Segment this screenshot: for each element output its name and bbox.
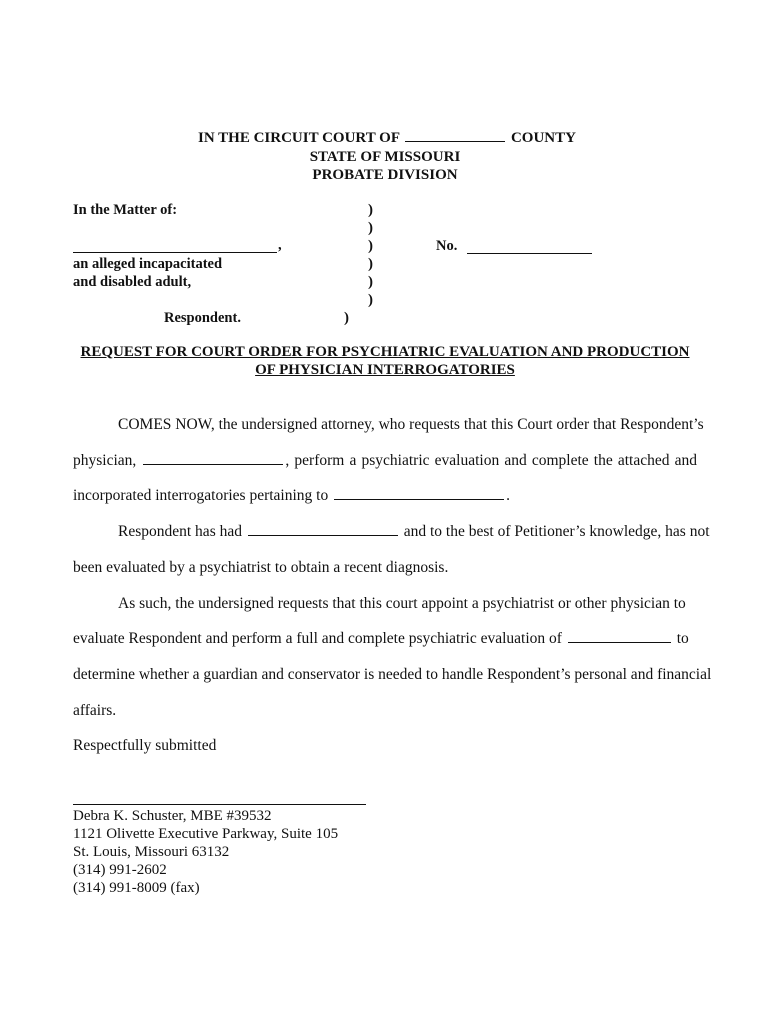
evaluation-to: to xyxy=(676,630,689,647)
physician-name-blank[interactable] xyxy=(143,463,283,465)
county-label: COUNTY xyxy=(510,130,576,146)
caption-paren-7: ) xyxy=(344,310,349,326)
document-title-line2: OF PHYSICIAN INTERROGATORIES xyxy=(255,362,515,378)
interrogatories-period: . xyxy=(506,487,510,504)
paragraph-1-line2 xyxy=(73,452,697,470)
attorney-phone: (314) 991-2602 xyxy=(73,862,167,878)
interrogatories-label: incorporated interrogatories pertaining to xyxy=(73,487,329,504)
caption-alleged: an alleged incapacitated xyxy=(73,256,223,272)
paragraph-3-line4: affairs. xyxy=(73,702,117,719)
paragraph-3-line3: determine whether a guardian and conservator is needed to handle Respondent’s personal and financial xyxy=(73,666,712,683)
case-number-label: No. xyxy=(436,238,458,254)
court-header-line1 xyxy=(198,130,576,147)
caption-paren-2: ) xyxy=(368,220,373,236)
court-name-prefix: IN THE CIRCUIT COURT OF xyxy=(198,130,400,146)
physician-label: physician, xyxy=(73,452,137,469)
county-blank[interactable] xyxy=(405,140,505,142)
caption-comma: , xyxy=(278,237,282,253)
paragraph-2-line1 xyxy=(118,523,710,541)
caption-respondent: Respondent. xyxy=(164,310,241,326)
closing-text: Respectfully submitted xyxy=(73,737,217,754)
paragraph-2-line2: been evaluated by a psychiatrist to obtain a recent diagnosis. xyxy=(73,559,449,576)
paragraph-3-line2 xyxy=(73,630,689,648)
respondent-has-had-label: Respondent has had xyxy=(118,523,242,540)
court-header-division: PROBATE DIVISION xyxy=(312,167,458,183)
attorney-fax: (314) 991-8009 (fax) xyxy=(73,880,200,896)
case-number-blank[interactable] xyxy=(467,253,592,254)
caption-paren-1: ) xyxy=(368,202,373,218)
respondent-has-had-rest: and to the best of Petitioner’s knowledge, has not xyxy=(403,523,710,540)
court-header-state: STATE OF MISSOURI xyxy=(309,149,461,165)
paragraph-1-line1: COMES NOW, the undersigned attorney, who requests that this Court order that Respondent’s xyxy=(118,416,704,433)
paragraph-1-line3 xyxy=(73,487,510,505)
attorney-address-line1: 1121 Olivette Executive Parkway, Suite 105 xyxy=(73,826,339,842)
attorney-name: Debra K. Schuster, MBE #39532 xyxy=(73,808,272,824)
interrogatories-subject-blank[interactable] xyxy=(334,498,504,500)
condition-blank[interactable] xyxy=(248,534,398,536)
caption-paren-3: ) xyxy=(368,238,373,254)
paragraph-3-line1: As such, the undersigned requests that this court appoint a psychiatrist or other physician to xyxy=(118,595,686,612)
evaluation-label: evaluate Respondent and perform a full and complete psychiatric evaluation of xyxy=(73,630,562,647)
caption-paren-5: ) xyxy=(368,274,373,290)
caption-paren-6: ) xyxy=(368,292,373,308)
attorney-address-line2: St. Louis, Missouri 63132 xyxy=(73,844,230,860)
caption-paren-4: ) xyxy=(368,256,373,272)
respondent-name-blank[interactable] xyxy=(73,252,277,253)
document-title-line1: REQUEST FOR COURT ORDER FOR PSYCHIATRIC EVALUATION AND PRODUCTION xyxy=(80,344,690,360)
caption-matter: In the Matter of: xyxy=(73,202,178,218)
evaluation-subject-blank[interactable] xyxy=(568,641,671,643)
signature-line[interactable] xyxy=(73,804,366,805)
physician-line-rest: , perform a psychiatric evaluation and complete the attached and xyxy=(285,452,698,469)
caption-disabled: and disabled adult, xyxy=(73,274,192,290)
